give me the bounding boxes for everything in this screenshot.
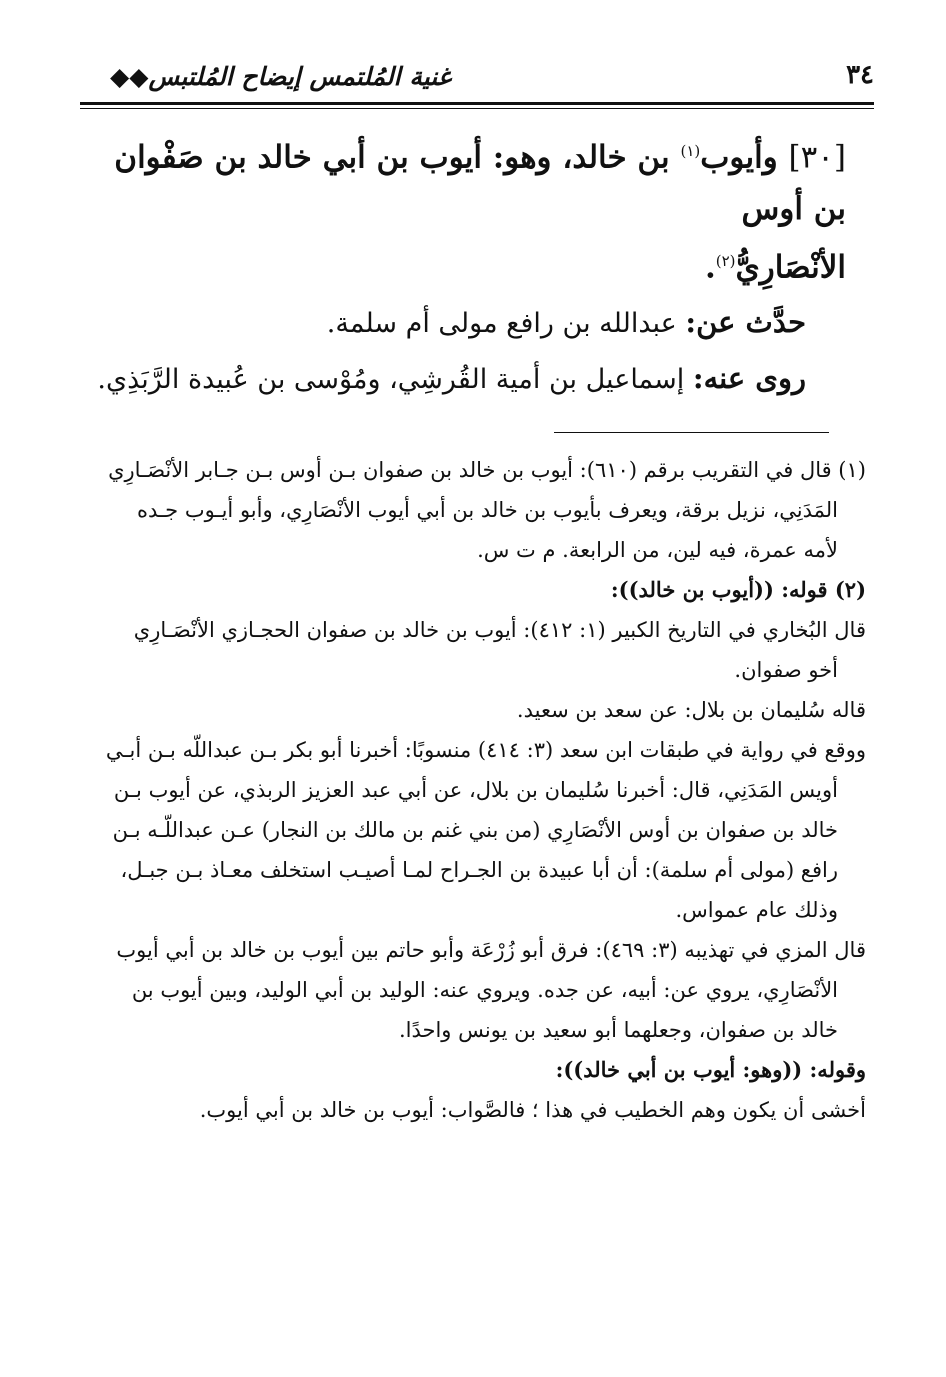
narrated-from-label: حدَّث عن: [685, 304, 806, 339]
footnote-1-line: المَدَنِي، نزيل برقة، ويعرف بأيوب بن خالد بن أبي أيوب الأنْصَارِي، وأبو أيـوب جـده [136, 498, 838, 522]
narrators-line [80, 352, 846, 406]
footnote-2-line: أخشى أن يكون وهم الخطيب في هذا ؛ فالصَّواب: أيوب بن خالد بن أبي أيوب. [199, 1098, 866, 1122]
footnote-2-line: الأنْصَارِي، يروي عن: أبيه، عن جده. ويروي عنه: الوليد بن أبي الوليد، وبين أيوب بن [131, 978, 838, 1002]
footnote-2-line: وذلك عام عمواس. [675, 898, 838, 922]
entry-number: [٣٠] [788, 139, 846, 176]
footnote-2-line: قال المزي في تهذيبه (٣: ٤٦٩): فرق أبو زُرْعَة وأبو حاتم بين أيوب بن خالد بن أبي أيوب [116, 938, 866, 962]
footnote-2-label: (٢) قوله: ((أيوب بن خالد)): [610, 577, 866, 602]
footnote-2-subheading: وقوله: ((وهو: أيوب بن أبي خالد)): [555, 1057, 866, 1082]
entry-heading-line2 [80, 235, 846, 293]
footnote-2-line: قال البُخاري في التاريخ الكبير (١: ٤١٢): أيوب بن خالد بن صفوان الحجـازي الأنْصَـارِي [133, 618, 866, 642]
footnote-1-line: (١) قال في التقريب برقم (٦١٠): أيوب بن خالد بن صفوان بـن أوس بـن جـابر الأنْصَـارِي [108, 458, 866, 482]
narrated-from-text: عبدالله بن رافع مولى أم سلمة. [326, 307, 677, 339]
narrated-from-line [80, 296, 846, 350]
footnote-separator [554, 432, 829, 433]
footnote-marker-2[interactable]: (٢) [715, 252, 736, 271]
footnote-2-line: ووقع في رواية في طبقات ابن سعد (٣: ٤١٤) منسوبًا: أخبرنا أبو بكر بـن عبداللّه بـن أبـي [105, 738, 866, 762]
footnote-2-line: قاله سُليمان بن بلال: عن سعد بن سعيد. [516, 698, 866, 722]
footnote-2-line: خالد بن صفوان، وجعلهما أبو سعيد بن يونس واحدًا. [398, 1018, 838, 1042]
page-header [110, 60, 874, 100]
header-rule-thick [80, 102, 874, 105]
page-number: ٣٤ [846, 60, 874, 90]
entry-nisba: الأنْصَارِيُّ [735, 249, 846, 286]
narrators-label: روى عنه: [692, 360, 806, 395]
entry-body [80, 125, 846, 406]
footnote-1-line: لأمه عمرة، فيه لين، من الرابعة. م ت س. [477, 538, 838, 562]
footnote-marker-1[interactable]: (١) [680, 142, 701, 160]
footnote-2-line: خالد بن صفوان بن أوس الأنْصَارِي (من بني غنم بن مالك بن النجار) عـن عبداللّـه بـن [112, 818, 838, 842]
footnote-2-line: رافع (مولى أم سلمة): أن أبا عبيدة بن الجـراح لمـا أصيـب استخلف معـاذ بـن جبـل، [120, 858, 838, 882]
entry-lineage: بن خالد، وهو: أيوب بن أبي خالد بن صَفْوان بن أوس [114, 139, 846, 228]
footnote-2-line: أويس المَدَنِي، قال: أخبرنا سُليمان بن بلال، عن أبي عبد العزيز الربذي، عن أيوب بـن [113, 778, 838, 802]
narrators-text: إسماعيل بن أمية القُرشِي، ومُوْسى بن عُبيدة الرَّبَذِي. [97, 363, 685, 395]
header-rule-thin [80, 108, 874, 109]
footnote-1 [80, 450, 866, 570]
footnotes [80, 450, 866, 1130]
entry-name: وأيوب [700, 139, 778, 176]
entry-heading-end: . [704, 249, 716, 286]
footnote-2-line: أخو صفوان. [734, 658, 838, 682]
running-title: غنية المُلتمس إيضاح المُلتبس◆◆ [110, 62, 451, 91]
entry-heading [80, 125, 846, 235]
